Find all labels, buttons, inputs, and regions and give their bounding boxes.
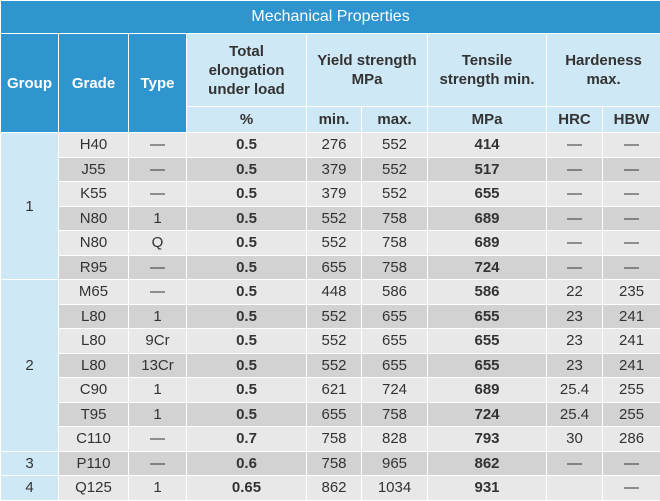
- cell-tensile: 724: [428, 402, 547, 427]
- cell-grade: K55: [59, 182, 129, 207]
- cell-grade: C90: [59, 378, 129, 403]
- cell-hbw: —: [603, 231, 660, 256]
- table-row: [1, 157, 660, 182]
- cell-type: —: [129, 451, 187, 476]
- cell-hrc: 25.4: [547, 402, 603, 427]
- cell-tensile: 517: [428, 157, 547, 182]
- cell-yield-min: 552: [307, 304, 362, 329]
- cell-type: —: [129, 157, 187, 182]
- cell-elongation: 0.5: [187, 353, 307, 378]
- cell-yield-max: 655: [362, 353, 428, 378]
- cell-yield-min: 379: [307, 182, 362, 207]
- header-tensile-unit: MPa: [428, 107, 547, 133]
- cell-elongation: 0.5: [187, 182, 307, 207]
- header-elongation: [187, 34, 307, 107]
- cell-yield-min: 448: [307, 280, 362, 305]
- cell-elongation: 0.5: [187, 378, 307, 403]
- cell-yield-max: 758: [362, 402, 428, 427]
- cell-hbw: —: [603, 451, 660, 476]
- header-elongation-line3: under load: [187, 80, 306, 99]
- cell-hrc: —: [547, 255, 603, 280]
- cell-hrc: —: [547, 182, 603, 207]
- cell-yield-max: 758: [362, 206, 428, 231]
- cell-grade: L80: [59, 353, 129, 378]
- header-yield-line2: MPa: [307, 70, 427, 89]
- cell-grade: J55: [59, 157, 129, 182]
- cell-tensile: 655: [428, 304, 547, 329]
- cell-hbw: 235: [603, 280, 660, 305]
- header-grade: Grade: [59, 34, 129, 133]
- cell-type: 1: [129, 206, 187, 231]
- cell-yield-min: 655: [307, 402, 362, 427]
- table-row: [1, 378, 660, 403]
- cell-yield-min: 552: [307, 206, 362, 231]
- cell-type: 13Cr: [129, 353, 187, 378]
- cell-hrc: 23: [547, 329, 603, 354]
- table-row: [1, 255, 660, 280]
- cell-type: 1: [129, 476, 187, 501]
- cell-elongation: 0.5: [187, 329, 307, 354]
- table-row: [1, 133, 660, 158]
- cell-tensile: 655: [428, 182, 547, 207]
- cell-elongation: 0.5: [187, 133, 307, 158]
- cell-tensile: 862: [428, 451, 547, 476]
- table-row: [1, 451, 660, 476]
- cell-type: 1: [129, 304, 187, 329]
- cell-yield-max: 552: [362, 182, 428, 207]
- table-row: [1, 427, 660, 452]
- cell-grade: N80: [59, 231, 129, 256]
- cell-yield-min: 276: [307, 133, 362, 158]
- table-row: [1, 476, 660, 501]
- cell-tensile: 724: [428, 255, 547, 280]
- header-hardness-line2: max.: [547, 70, 660, 89]
- cell-elongation: 0.5: [187, 304, 307, 329]
- table-body: [1, 133, 660, 501]
- cell-elongation: 0.5: [187, 231, 307, 256]
- cell-grade: H40: [59, 133, 129, 158]
- cell-type: —: [129, 255, 187, 280]
- cell-type: 1: [129, 378, 187, 403]
- cell-hbw: —: [603, 182, 660, 207]
- cell-hbw: —: [603, 255, 660, 280]
- cell-type: 1: [129, 402, 187, 427]
- cell-type: —: [129, 182, 187, 207]
- cell-yield-max: 828: [362, 427, 428, 452]
- cell-elongation: 0.5: [187, 206, 307, 231]
- cell-hbw: —: [603, 157, 660, 182]
- cell-yield-max: 586: [362, 280, 428, 305]
- cell-tensile: 689: [428, 206, 547, 231]
- cell-yield-min: 655: [307, 255, 362, 280]
- header-yield: [307, 34, 428, 107]
- cell-yield-max: 724: [362, 378, 428, 403]
- cell-yield-max: 965: [362, 451, 428, 476]
- cell-hbw: —: [603, 133, 660, 158]
- cell-grade: C110: [59, 427, 129, 452]
- cell-grade: M65: [59, 280, 129, 305]
- table-row: [1, 182, 660, 207]
- cell-hrc: 30: [547, 427, 603, 452]
- table-row: [1, 304, 660, 329]
- cell-tensile: 655: [428, 353, 547, 378]
- cell-hbw: —: [603, 476, 660, 501]
- table-row: [1, 231, 660, 256]
- table-row: [1, 280, 660, 305]
- cell-hbw: 241: [603, 353, 660, 378]
- cell-elongation: 0.5: [187, 280, 307, 305]
- header-tensile: [428, 34, 547, 107]
- header-elongation-line2: elongation: [187, 61, 306, 80]
- cell-yield-max: 1034: [362, 476, 428, 501]
- table-row: [1, 329, 660, 354]
- table-row: [1, 206, 660, 231]
- header-tensile-line2: strength min.: [428, 70, 546, 89]
- cell-yield-min: 552: [307, 329, 362, 354]
- header-yield-min: min.: [307, 107, 362, 133]
- cell-hrc: —: [547, 451, 603, 476]
- cell-elongation: 0.65: [187, 476, 307, 501]
- header-elongation-unit: %: [187, 107, 307, 133]
- cell-grade: Q125: [59, 476, 129, 501]
- cell-yield-max: 552: [362, 157, 428, 182]
- header-yield-line1: Yield strength: [307, 51, 427, 70]
- header-hardness-line1: Hardeness: [547, 51, 660, 70]
- cell-tensile: 586: [428, 280, 547, 305]
- cell-yield-max: 655: [362, 329, 428, 354]
- cell-grade: N80: [59, 206, 129, 231]
- cell-yield-min: 552: [307, 231, 362, 256]
- cell-elongation: 0.7: [187, 427, 307, 452]
- cell-hbw: 241: [603, 329, 660, 354]
- cell-grade: R95: [59, 255, 129, 280]
- cell-group: 2: [1, 280, 59, 452]
- cell-yield-max: 758: [362, 231, 428, 256]
- cell-yield-min: 621: [307, 378, 362, 403]
- header-yield-max: max.: [362, 107, 428, 133]
- table-row: [1, 402, 660, 427]
- cell-yield-min: 758: [307, 427, 362, 452]
- cell-yield-min: 758: [307, 451, 362, 476]
- cell-elongation: 0.5: [187, 157, 307, 182]
- cell-hrc: 23: [547, 304, 603, 329]
- cell-yield-max: 552: [362, 133, 428, 158]
- cell-hrc: 25.4: [547, 378, 603, 403]
- cell-group: 3: [1, 451, 59, 476]
- header-hardness: [547, 34, 660, 107]
- cell-hrc: —: [547, 231, 603, 256]
- cell-type: Q: [129, 231, 187, 256]
- table-row: [1, 353, 660, 378]
- cell-tensile: 655: [428, 329, 547, 354]
- cell-yield-min: 552: [307, 353, 362, 378]
- cell-group: 1: [1, 133, 59, 280]
- cell-hrc: 23: [547, 353, 603, 378]
- cell-elongation: 0.5: [187, 402, 307, 427]
- cell-elongation: 0.6: [187, 451, 307, 476]
- cell-hrc: —: [547, 133, 603, 158]
- cell-type: 9Cr: [129, 329, 187, 354]
- cell-yield-min: 379: [307, 157, 362, 182]
- cell-elongation: 0.5: [187, 255, 307, 280]
- cell-tensile: 793: [428, 427, 547, 452]
- cell-yield-min: 862: [307, 476, 362, 501]
- header-tensile-line1: Tensile: [428, 51, 546, 70]
- cell-type: —: [129, 280, 187, 305]
- cell-group: 4: [1, 476, 59, 501]
- cell-hbw: 286: [603, 427, 660, 452]
- cell-grade: T95: [59, 402, 129, 427]
- cell-hrc: 22: [547, 280, 603, 305]
- cell-hrc: [547, 476, 603, 501]
- cell-tensile: 414: [428, 133, 547, 158]
- cell-hrc: —: [547, 157, 603, 182]
- cell-tensile: 689: [428, 378, 547, 403]
- cell-tensile: 689: [428, 231, 547, 256]
- cell-grade: L80: [59, 304, 129, 329]
- cell-yield-max: 655: [362, 304, 428, 329]
- cell-hbw: 255: [603, 402, 660, 427]
- cell-hrc: —: [547, 206, 603, 231]
- header-group: Group: [1, 34, 59, 133]
- table-title: Mechanical Properties: [1, 1, 660, 34]
- header-elongation-line1: Total: [187, 42, 306, 61]
- cell-hbw: —: [603, 206, 660, 231]
- header-hbw: HBW: [603, 107, 660, 133]
- cell-hbw: 255: [603, 378, 660, 403]
- cell-grade: L80: [59, 329, 129, 354]
- cell-yield-max: 758: [362, 255, 428, 280]
- header-hrc: HRC: [547, 107, 603, 133]
- header-type: Type: [129, 34, 187, 133]
- cell-type: —: [129, 133, 187, 158]
- cell-tensile: 931: [428, 476, 547, 501]
- cell-grade: P110: [59, 451, 129, 476]
- cell-type: —: [129, 427, 187, 452]
- cell-hbw: 241: [603, 304, 660, 329]
